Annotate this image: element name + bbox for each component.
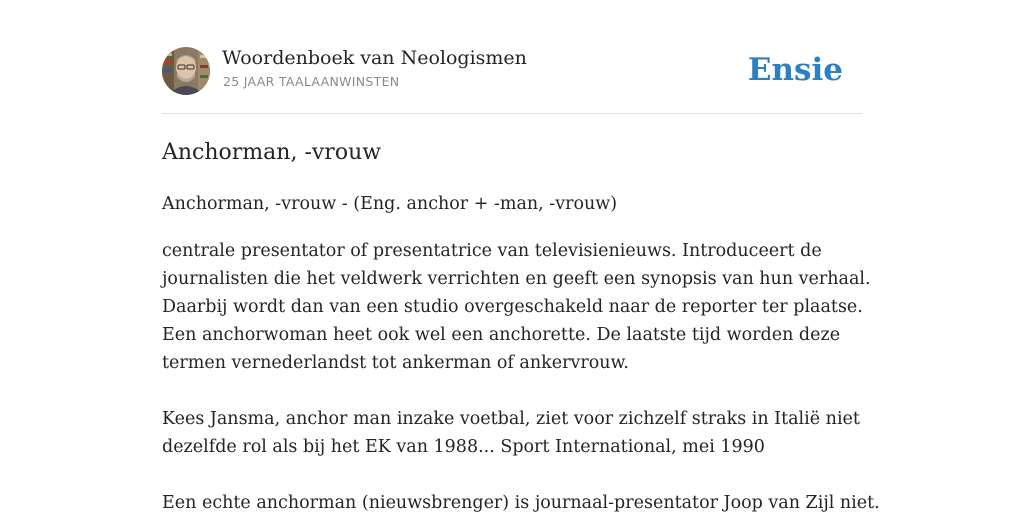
- quote-line: Kees Jansma, anchor man inzake voetbal, ziet voor zichzelf straks in Italië niet: [162, 409, 860, 429]
- author-avatar[interactable]: [162, 47, 210, 95]
- site-title[interactable]: Woordenboek van Neologismen: [222, 47, 527, 69]
- quote-text: [162, 489, 880, 512]
- article: [162, 138, 880, 512]
- ensie-logo[interactable]: Ensie: [747, 52, 843, 88]
- definition-line: journalisten die het veldwerk verrichten en geeft een synopsis van hun verhaal.: [162, 269, 871, 289]
- quote-line: dezelfde rol als bij het EK van 1988... Sport International, mei 1990: [162, 437, 765, 457]
- definition-line: Een anchorwoman heet ook wel een anchorette. De laatste tijd worden deze: [162, 325, 841, 345]
- definition-line: centrale presentator of presentatrice van televisienieuws. Introduceert de: [162, 241, 822, 261]
- definition-line: Daarbij wordt dan van een studio overgeschakeld naar de reporter ter plaatse.: [162, 297, 863, 317]
- quote-text: [162, 405, 862, 461]
- lemma-line: Anchorman, -vrouw - (Eng. anchor + -man, -vrouw): [162, 194, 618, 214]
- definition-text: [162, 237, 871, 377]
- site-subtitle: 25 JAAR TAALAANWINSTEN: [223, 74, 400, 89]
- quote-line: Een echte anchorman (nieuwsbrenger) is journaal-presentator Joop van Zijl niet.: [162, 493, 880, 512]
- article-title: Anchorman, -vrouw: [162, 140, 382, 165]
- author-portrait-icon: [162, 47, 210, 95]
- header-divider: [162, 113, 862, 114]
- definition-line: termen vernederlandst tot ankerman of ankervrouw.: [162, 353, 629, 373]
- site-header: [162, 46, 862, 96]
